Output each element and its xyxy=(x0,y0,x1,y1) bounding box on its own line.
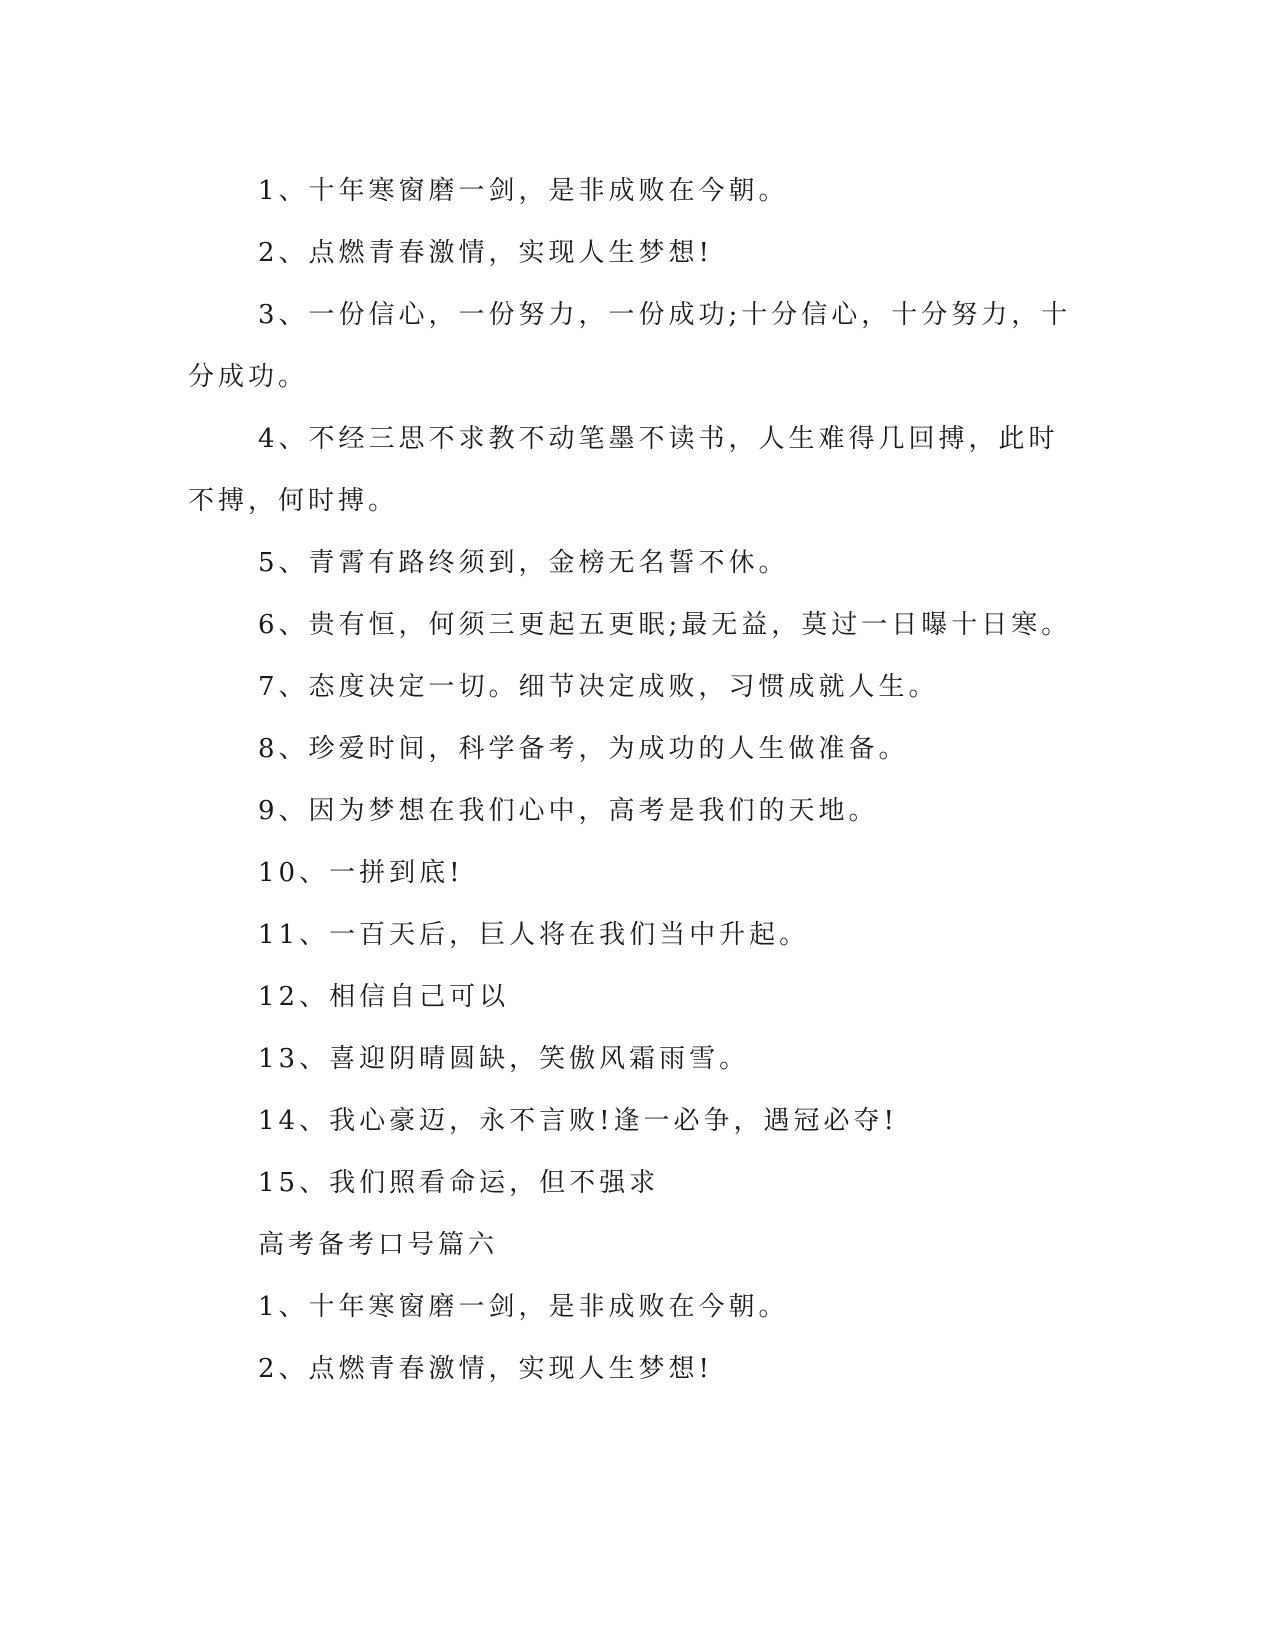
paragraph-9: 9、因为梦想在我们心中，高考是我们的天地。 xyxy=(258,796,879,826)
paragraph-4: 4、不经三思不求教不动笔墨不读书，人生难得几回搏，此时不搏，何时搏。 xyxy=(188,424,1059,516)
paragraph-17: 2、点燃青春激情，实现人生梦想! xyxy=(258,1354,713,1384)
paragraph-13: 13、喜迎阴晴圆缺，笑傲风霜雨雪。 xyxy=(258,1044,750,1074)
section-heading: 高考备考口号篇六 xyxy=(258,1230,499,1260)
paragraph-10: 10、一拼到底! xyxy=(258,858,464,888)
paragraph-7: 7、态度决定一切。细节决定成败，习惯成就人生。 xyxy=(258,672,939,702)
document-body xyxy=(188,160,1073,1400)
paragraph-15: 15、我们照看命运，但不强求 xyxy=(258,1168,660,1198)
paragraph-2: 2、点燃青春激情，实现人生梦想! xyxy=(258,238,713,268)
paragraph-8: 8、珍爱时间，科学备考，为成功的人生做准备。 xyxy=(258,734,909,764)
paragraph-1: 1、十年寒窗磨一剑，是非成败在今朝。 xyxy=(258,176,789,206)
paragraph-14: 14、我心豪迈，永不言败!逢一必争，遇冠必夺! xyxy=(258,1106,898,1136)
paragraph-11: 11、一百天后，巨人将在我们当中升起。 xyxy=(258,920,810,950)
paragraph-6: 6、贵有恒，何须三更起五更眠;最无益，莫过一日曝十日寒。 xyxy=(258,610,1072,640)
paragraph-16: 1、十年寒窗磨一剑，是非成败在今朝。 xyxy=(258,1292,789,1322)
paragraph-5: 5、青霄有路终须到，金榜无名誓不休。 xyxy=(258,548,789,578)
paragraph-12: 12、相信自己可以 xyxy=(258,982,510,1012)
paragraph-3: 3、一份信心，一份努力，一份成功;十分信心，十分努力，十分成功。 xyxy=(188,300,1072,392)
